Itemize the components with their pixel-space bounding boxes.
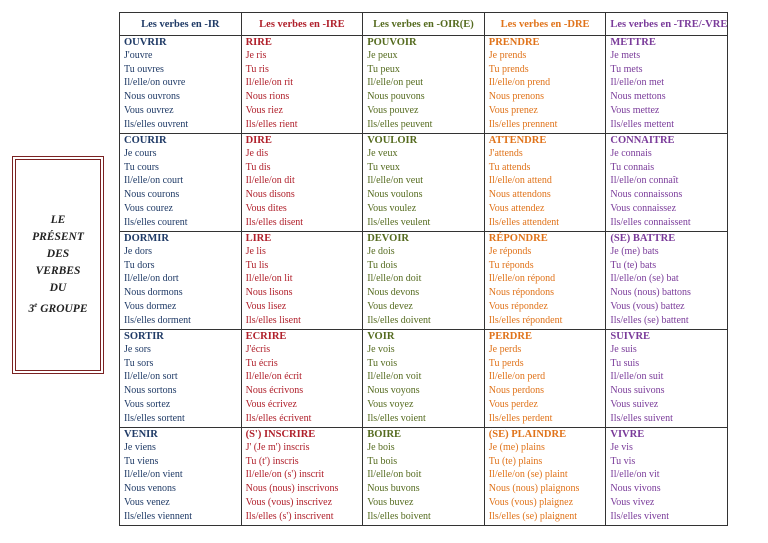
conjugated-form: Tu ouvres [124, 63, 164, 75]
conjugated-form: Je connais [610, 148, 652, 159]
conjugated-form: Vous buvez [367, 496, 414, 508]
verb-infinitive: VOULOIR [367, 135, 418, 146]
verb-cell [120, 232, 242, 330]
verb-cell [484, 428, 606, 526]
verb-infinitive: (S') INSCRIRE [245, 429, 316, 440]
verb-infinitive: OUVRIR [124, 37, 167, 48]
conjugated-form: Je suis [610, 344, 637, 355]
conjugated-form: Ils/elles (s') inscrivent [245, 510, 334, 522]
verb-infinitive: POUVOIR [367, 37, 417, 48]
conjugated-form: Nous ouvrons [124, 91, 180, 103]
verb-infinitive: PERDRE [488, 331, 532, 342]
verb-infinitive: RÉPONDRE [488, 233, 548, 244]
conjugated-form: Ils/elles répondent [488, 314, 563, 326]
conjugated-form: Nous attendons [488, 189, 551, 201]
side-title-number: 3 [28, 302, 35, 315]
conjugated-form: Il/elle/on peut [367, 77, 424, 89]
conjugated-form: Ils/elles doivent [367, 314, 431, 326]
conjugated-form: J'ouvre [124, 50, 153, 61]
verb-infinitive: COURIR [124, 135, 167, 146]
conjugated-form: Vous venez [124, 496, 170, 508]
conjugated-form: Nous pouvons [367, 91, 425, 103]
conjugated-form: Il/elle/on dit [245, 175, 295, 187]
verb-infinitive: (SE) BATTRE [610, 233, 676, 244]
conjugated-form: Tu cours [124, 161, 159, 173]
conjugated-form: Tu attends [488, 161, 531, 173]
conjugated-form: Il/elle/on court [124, 175, 184, 187]
verb-cell [241, 134, 363, 232]
conjugated-form: Nous répondons [488, 287, 555, 299]
verb-infinitive: DIRE [245, 135, 272, 146]
conjugated-form: Tu dis [245, 161, 271, 173]
conjugated-form: Nous lisons [245, 287, 293, 299]
conjugated-form: Je vis [610, 442, 633, 453]
conjugated-form: Vous sortez [124, 398, 171, 410]
verb-cell [363, 134, 485, 232]
conjugated-form: Vous dormez [124, 300, 177, 312]
conjugated-form: Il/elle/on lit [245, 273, 293, 285]
conjugated-form: Je réponds [488, 246, 532, 257]
verb-cell [363, 232, 485, 330]
conjugated-form: Vous suivez [610, 398, 659, 410]
column-header-dre: Les verbes en -DRE [484, 13, 606, 36]
conjugated-form: Vous (vous) battez [610, 300, 685, 312]
verb-cell [241, 330, 363, 428]
verb-infinitive: VOIR [367, 331, 395, 342]
side-title-line: PRÉSENT [32, 231, 84, 244]
conjugated-form: Ils/elles connaissent [610, 216, 691, 228]
column-header-ire: Les verbes en -IRE [241, 13, 363, 36]
conjugated-form: Nous voyons [367, 385, 420, 397]
conjugated-form: Tu peux [367, 63, 400, 75]
conjugated-form: Ils/elles mettent [610, 118, 674, 130]
conjugated-form: Tu vois [367, 357, 398, 369]
side-title-word: GROUPE [40, 302, 88, 315]
conjugated-form: Nous prenons [488, 91, 545, 103]
conjugated-form: Ils/elles rient [245, 118, 298, 130]
conjugated-form: J'attends [488, 148, 523, 159]
conjugated-form: Nous écrivons [245, 385, 304, 397]
conjugated-form: Tu dors [124, 259, 155, 271]
conjugated-form: Tu mets [610, 63, 643, 75]
verb-infinitive: BOIRE [367, 429, 402, 440]
verb-cell [484, 36, 606, 134]
conjugated-form: J'écris [245, 344, 271, 355]
table-row [120, 36, 728, 134]
conjugated-form: Il/elle/on vit [610, 469, 660, 481]
column-header-ir: Les verbes en -IR [120, 13, 242, 36]
conjugated-form: Il/elle/on connaît [610, 175, 679, 187]
conjugated-form: Il/elle/on veut [367, 175, 424, 187]
conjugated-form: Vous écrivez [245, 398, 297, 410]
verb-infinitive: CONNAITRE [610, 135, 675, 146]
verb-cell [606, 232, 728, 330]
conjugated-form: Il/elle/on perd [488, 371, 546, 383]
conjugated-form: Nous (nous) inscrivons [245, 483, 339, 495]
verb-infinitive: LIRE [245, 233, 272, 244]
conjugated-form: Nous voulons [367, 189, 423, 201]
conjugated-form: Je dors [124, 246, 153, 257]
verb-cell [120, 36, 242, 134]
conjugated-form: Nous (nous) battons [610, 287, 691, 299]
side-title-line [28, 297, 87, 318]
verb-infinitive: ECRIRE [245, 331, 287, 342]
verb-infinitive: DEVOIR [367, 233, 409, 244]
side-title-line: DES [46, 248, 70, 261]
verb-cell [241, 36, 363, 134]
verb-infinitive: ATTENDRE [488, 135, 547, 146]
conjugated-form: Il/elle/on vient [124, 469, 183, 481]
table-row [120, 330, 728, 428]
conjugated-form: Nous disons [245, 189, 295, 201]
conjugation-table [119, 12, 728, 526]
verb-cell [606, 428, 728, 526]
conjugated-form: Je dis [245, 148, 269, 159]
conjugated-form: Tu prends [488, 63, 529, 75]
conjugated-form: Vous pouvez [367, 104, 419, 116]
conjugated-form: Il/elle/on doit [367, 273, 422, 285]
conjugated-form: Tu lis [245, 259, 269, 271]
conjugated-form: Ils/elles courent [124, 216, 188, 228]
table-row [120, 134, 728, 232]
verb-cell [363, 36, 485, 134]
conjugated-form: Vous devez [367, 300, 413, 312]
conjugated-form: Vous prenez [488, 104, 538, 116]
conjugated-form: Je lis [245, 246, 266, 257]
conjugated-form: Ils/elles (se) plaignent [488, 510, 578, 522]
conjugated-form: Je perds [488, 344, 522, 355]
conjugated-form: Vous courez [124, 202, 173, 214]
verb-cell [363, 330, 485, 428]
verb-infinitive: VENIR [124, 429, 158, 440]
conjugated-form: Vous riez [245, 104, 283, 116]
conjugated-form: Vous voulez [367, 202, 417, 214]
conjugated-form: Vous perdez [488, 398, 538, 410]
conjugated-form: Vous répondez [488, 300, 548, 312]
verb-infinitive: VIVRE [610, 429, 645, 440]
conjugated-form: Tu ris [245, 63, 269, 75]
conjugated-form: Il/elle/on met [610, 77, 664, 89]
conjugated-form: Il/elle/on écrit [245, 371, 302, 383]
conjugated-form: Nous venons [124, 483, 176, 495]
conjugated-form: Ils/elles vivent [610, 510, 669, 522]
conjugated-form: Nous mettons [610, 91, 666, 103]
conjugated-form: Nous connaissons [610, 189, 683, 201]
table-row [120, 428, 728, 526]
column-header-oir: Les verbes en -OIR(E) [363, 13, 485, 36]
side-title-line: VERBES [35, 265, 81, 278]
verb-cell [241, 232, 363, 330]
conjugated-form: Il/elle/on (s') inscrit [245, 469, 325, 481]
verb-cell [484, 134, 606, 232]
verb-cell [484, 232, 606, 330]
conjugated-form: Tu (t') inscris [245, 455, 299, 467]
conjugated-form: Je ris [245, 50, 267, 61]
conjugated-form: Tu bois [367, 455, 398, 467]
conjugated-form: Je (me) bats [610, 246, 659, 257]
conjugated-form: Tu connais [610, 161, 655, 173]
conjugated-form: Nous courons [124, 189, 180, 201]
column-header-tre: Les verbes en -TRE/-VRE [606, 13, 728, 36]
conjugated-form: Je bois [367, 442, 395, 453]
conjugated-form: Il/elle/on (se) plaint [488, 469, 568, 481]
conjugated-form: Ils/elles dorment [124, 314, 191, 326]
conjugated-form: Il/elle/on ouvre [124, 77, 186, 89]
conjugated-form: Tu suis [610, 357, 640, 369]
verb-infinitive: DORMIR [124, 233, 169, 244]
conjugated-form: Il/elle/on voit [367, 371, 422, 383]
conjugated-form: Ils/elles boivent [367, 510, 431, 522]
conjugated-form: Ils/elles suivent [610, 412, 673, 424]
verb-infinitive: SUIVRE [610, 331, 651, 342]
table-row [120, 232, 728, 330]
verb-infinitive: RIRE [245, 37, 272, 48]
conjugated-form: Nous (nous) plaignons [488, 483, 580, 495]
side-title [28, 212, 87, 318]
conjugated-form: Ils/elles (se) battent [610, 314, 689, 326]
conjugated-form: Vous voyez [367, 398, 414, 410]
conjugated-form: Vous dites [245, 202, 287, 214]
conjugated-form: Il/elle/on prend [488, 77, 551, 89]
title-box [12, 156, 104, 374]
conjugated-form: Tu veux [367, 161, 400, 173]
conjugated-form: Vous lisez [245, 300, 287, 312]
conjugated-form: Je mets [610, 50, 641, 61]
conjugated-form: Nous devons [367, 287, 420, 299]
conjugated-form: Je cours [124, 148, 157, 159]
conjugated-form: Je (me) plains [488, 442, 545, 453]
conjugated-form: Je veux [367, 148, 398, 159]
conjugated-form: Tu réponds [488, 259, 534, 271]
conjugated-form: Il/elle/on rit [245, 77, 294, 89]
conjugated-form: Vous mettez [610, 104, 660, 116]
conjugated-form: Tu dois [367, 259, 398, 271]
conjugated-form: Je viens [124, 442, 156, 453]
conjugated-form: Nous suivons [610, 385, 665, 397]
conjugated-form: Il/elle/on sort [124, 371, 178, 383]
conjugated-form: Ils/elles prennent [488, 118, 558, 130]
verb-cell [241, 428, 363, 526]
conjugated-form: Vous connaissez [610, 202, 677, 214]
header-row [120, 13, 728, 36]
conjugated-form: Ils/elles viennent [124, 510, 193, 522]
conjugated-form: Ils/elles ouvrent [124, 118, 189, 130]
conjugated-form: Vous vivez [610, 496, 655, 508]
verb-cell [606, 134, 728, 232]
verb-infinitive: (SE) PLAINDRE [488, 429, 567, 440]
side-title-line: DU [49, 282, 67, 295]
conjugated-form: Vous attendez [488, 202, 545, 214]
conjugated-form: Il/elle/on dort [124, 273, 179, 285]
conjugated-form: Ils/elles veulent [367, 216, 431, 228]
conjugated-form: Nous buvons [367, 483, 420, 495]
conjugated-form: Tu (te) bats [610, 259, 657, 271]
conjugated-form: Ils/elles peuvent [367, 118, 433, 130]
verb-cell [363, 428, 485, 526]
conjugated-form: Tu perds [488, 357, 524, 369]
conjugated-form: Il/elle/on boit [367, 469, 422, 481]
conjugated-form: Ils/elles attendent [488, 216, 560, 228]
conjugated-form: Tu écris [245, 357, 278, 369]
conjugated-form: Je dois [367, 246, 395, 257]
verb-cell [120, 330, 242, 428]
conjugated-form: Ils/elles voient [367, 412, 426, 424]
conjugated-form: Vous (vous) plaignez [488, 496, 574, 508]
conjugated-form: Je prends [488, 50, 527, 61]
conjugated-form: Ils/elles sortent [124, 412, 185, 424]
conjugated-form: Je vois [367, 344, 395, 355]
conjugated-form: Ils/elles écrivent [245, 412, 312, 424]
conjugated-form: Il/elle/on suit [610, 371, 664, 383]
conjugated-form: Vous (vous) inscrivez [245, 496, 333, 508]
conjugated-form: J' (Je m') inscris [245, 442, 310, 453]
verb-cell [606, 330, 728, 428]
conjugated-form: Tu (te) plains [488, 455, 543, 467]
side-title-line: LE [50, 214, 66, 227]
conjugated-form: Nous sortons [124, 385, 177, 397]
verb-infinitive: PRENDRE [488, 37, 540, 48]
conjugated-form: Tu viens [124, 455, 159, 467]
conjugated-form: Tu vis [610, 455, 636, 467]
verb-infinitive: SORTIR [124, 331, 164, 342]
conjugated-form: Ils/elles perdent [488, 412, 553, 424]
conjugated-form: Il/elle/on attend [488, 175, 552, 187]
verb-infinitive: METTRE [610, 37, 656, 48]
conjugated-form: Ils/elles disent [245, 216, 304, 228]
conjugated-form: Ils/elles lisent [245, 314, 301, 326]
verb-cell [484, 330, 606, 428]
table-body [120, 36, 728, 526]
conjugated-form: Il/elle/on répond [488, 273, 556, 285]
conjugated-form: Vous ouvrez [124, 104, 174, 116]
conjugated-form: Je peux [367, 50, 398, 61]
conjugated-form: Je sors [124, 344, 151, 355]
verb-cell [120, 134, 242, 232]
conjugated-form: Nous vivons [610, 483, 661, 495]
conjugated-form: Nous perdons [488, 385, 545, 397]
verb-cell [120, 428, 242, 526]
verb-cell [606, 36, 728, 134]
conjugated-form: Nous rions [245, 91, 290, 103]
conjugated-form: Tu sors [124, 357, 154, 369]
side-title-superscript: e [34, 301, 38, 310]
conjugated-form: Il/elle/on (se) bat [610, 273, 679, 285]
conjugated-form: Nous dormons [124, 287, 183, 299]
